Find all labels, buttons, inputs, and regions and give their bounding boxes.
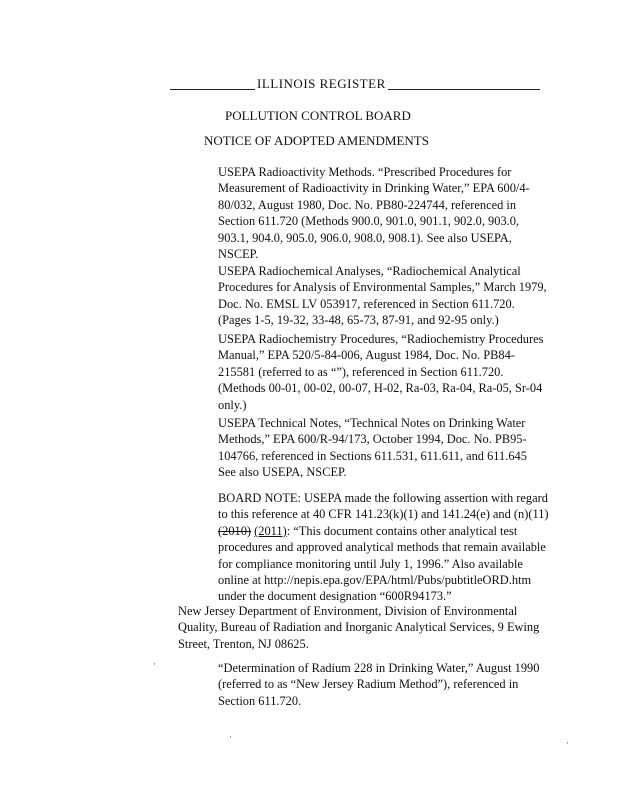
paragraph-radium-228 [218,660,539,709]
text-line: USEPA Radioactivity Methods. “Prescribed Procedures for [218,165,512,179]
text-line: only.) [218,397,247,412]
text-line: See also USEPA, NSCEP. [218,465,347,480]
inserted-year: (2011) [254,523,287,538]
text-line: 104766, referenced in Sections 611.531, 611.611, and 611.645 [218,448,527,463]
paragraph-radiochemistry-procedures [218,331,543,413]
text-fragment: : “This document contains other analytical test [286,523,518,538]
text-line: 215581 (referred to as “”), referenced in Section 611.720. [218,364,504,379]
text-line: Street, Trenton, NJ 08625. [178,636,309,651]
paragraph-new-jersey-department [178,603,539,652]
text-line: BOARD NOTE: USEPA made the following assertion with regard [218,491,548,505]
text-line: online at http://nepis.epa.gov/EPA/html/Pubs/pubtitleORD.htm [218,573,532,588]
text-line: (referred to as “New Jersey Radium Method”), referenced in [218,677,519,692]
text-line: for compliance monitoring until July 1, 1996.” Also available [218,556,523,571]
text-line: Procedures for Analysis of Environmental Samples,” March 1979, [218,280,547,295]
board-title: POLLUTION CONTROL BOARD [225,108,411,123]
text-line: NSCEP. [218,247,259,262]
text-line: “Determination of Radium 228 in Drinking Water,” August 1990 [218,661,540,675]
paragraph-radiochemical-analyses [218,263,547,329]
scan-speck: · [566,738,569,748]
text-line: Section 611.720. [218,693,302,708]
text-line: (Pages 1-5, 19-32, 33-48, 65-73, 87-91, and 92-95 only.) [218,313,499,328]
register-title: ILLINOIS REGISTER [257,76,386,91]
notice-title: NOTICE OF ADOPTED AMENDMENTS [204,133,429,148]
text-line: to this reference at 40 CFR 141.23(k)(1) and 141.24(e) and (n)(11) [218,507,549,522]
text-line: 80/032, August 1980, Doc. No. PB80-224744, referenced in [218,197,517,212]
scan-speck: · [229,732,232,742]
text-line: Methods,” EPA 600/R-94/173, October 1994, Doc. No. PB95- [218,432,527,447]
text-line: USEPA Radiochemical Analyses, “Radiochemical Analytical [218,264,521,278]
paragraph-radioactivity-methods [218,164,530,262]
paragraph-technical-notes [218,415,527,481]
text-line: procedures and approved analytical methods that remain available [218,540,546,555]
text-line: Quality, Bureau of Radiation and Inorganic Analytical Services, 9 Ewing [178,620,540,635]
text-line: USEPA Radiochemistry Procedures, “Radiochemistry Procedures [218,332,544,346]
text-line: Measurement of Radioactivity in Drinking Water,” EPA 600/4- [218,181,530,196]
paragraph-board-note [218,490,549,605]
scan-speck: · [153,659,156,669]
text-line: Manual,” EPA 520/5-84-006, August 1984, Doc. No. PB84- [218,348,515,363]
text-line: 903.1, 904.0, 905.0, 906.0, 908.0, 908.1). See also USEPA, [218,230,512,245]
text-line: (Methods 00-01, 00-02, 00-07, H-02, Ra-03, Ra-04, Ra-05, Sr-04 [218,381,543,396]
text-line: Section 611.720 (Methods 900.0, 901.0, 901.1, 902.0, 903.0, [218,214,520,229]
text-line: Doc. No. EMSL LV 053917, referenced in Section 611.720. [218,296,515,311]
text-line [218,523,549,539]
deleted-year: (2010) [218,523,252,538]
text-line: New Jersey Department of Environment, Division of Environmental [178,604,518,618]
text-line: USEPA Technical Notes, “Technical Notes on Drinking Water [218,416,526,430]
text-line: under the document designation “600R94173.” [218,589,452,604]
